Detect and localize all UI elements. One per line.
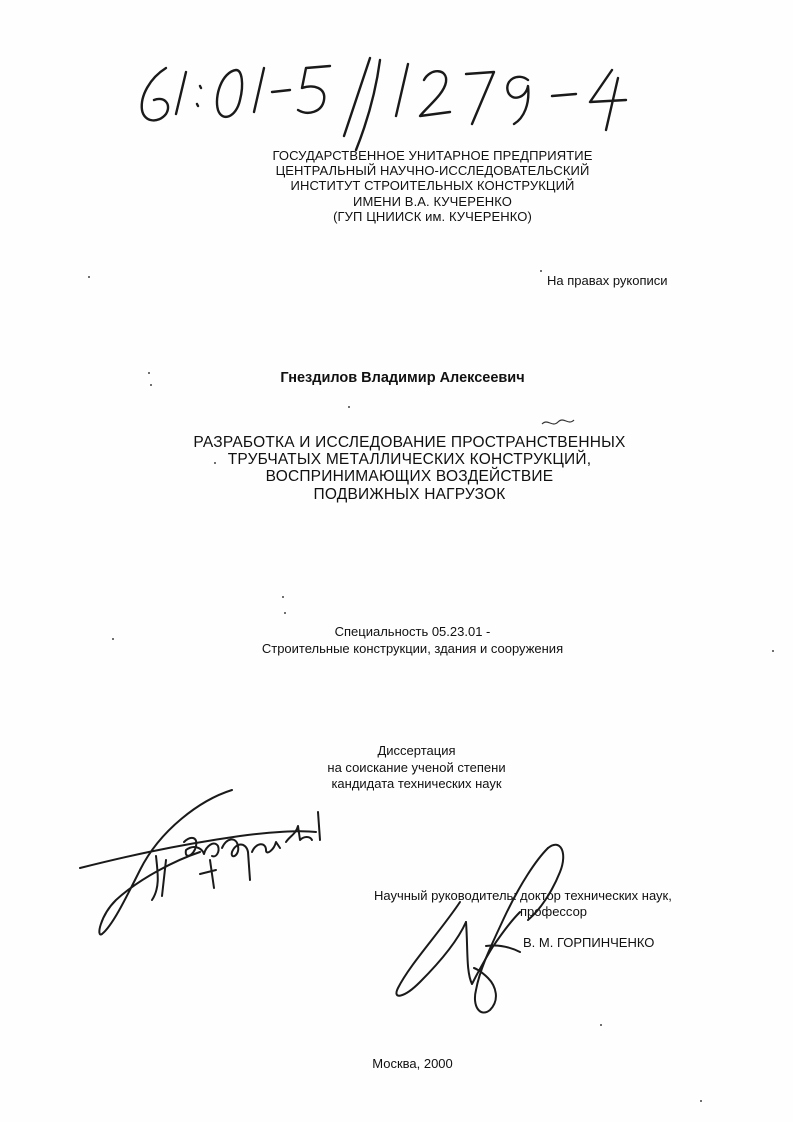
dissertation-title <box>13 434 793 503</box>
title-line: ВОСПРИНИМАЮЩИХ ВОЗДЕЙСТВИЕ <box>265 468 554 486</box>
scan-speck <box>88 276 90 278</box>
organization-line: (ГУП ЦНИИСК им. КУЧЕРЕНКО) <box>333 208 532 224</box>
organization-block <box>36 148 793 224</box>
dissertation-line: кандидата технических наук <box>331 776 502 791</box>
specialty-block <box>16 624 793 657</box>
dissertation-line: Диссертация <box>377 743 456 758</box>
organization-line: ГОСУДАРСТВЕННОЕ УНИТАРНОЕ ПРЕДПРИЯТИЕ <box>272 148 593 163</box>
advisor-name: В. М. ГОРПИНЧЕНКО <box>523 935 655 950</box>
scan-speck <box>214 462 216 464</box>
title-line: ТРУБЧАТЫХ МЕТАЛЛИЧЕСКИХ КОНСТРУКЦИЙ, <box>227 451 592 469</box>
scan-speck <box>348 406 350 408</box>
scan-speck <box>112 638 114 640</box>
dissertation-line: на соискание ученой степени <box>327 759 506 775</box>
scan-speck <box>540 270 542 272</box>
advisor-label: Научный руководитель: <box>374 888 517 903</box>
title-line: ПОДВИЖНЫХ НАГРУЗОК <box>313 485 506 503</box>
author-name: Гнездилов Владимир Алексеевич <box>280 370 525 386</box>
dissertation-block <box>20 743 793 793</box>
advisor-rank: профессор <box>520 904 588 919</box>
scan-speck <box>148 372 150 374</box>
manuscript-rights: На правах рукописи <box>547 273 668 288</box>
scan-speck <box>282 596 284 598</box>
title-line: РАЗРАБОТКА И ИССЛЕДОВАНИЕ ПРОСТРАНСТВЕННЫХ <box>193 434 626 451</box>
organization-line: ИМЕНИ В.А. КУЧЕРЕНКО <box>353 193 512 209</box>
organization-line: ИНСТИТУТ СТРОИТЕЛЬНЫХ КОНСТРУКЦИЙ <box>290 178 575 194</box>
scan-speck <box>150 384 152 386</box>
scan-speck <box>700 1100 702 1102</box>
scan-speck <box>600 1024 602 1026</box>
scan-speck <box>284 612 286 614</box>
advisor-degree: доктор технических наук, <box>520 888 672 903</box>
specialty-line: Специальность 05.23.01 - <box>334 624 491 639</box>
organization-line: ЦЕНТРАЛЬНЫЙ НАУЧНО-ИССЛЕДОВАТЕЛЬСКИЙ <box>275 163 590 179</box>
city-year: Москва, 2000 <box>372 1056 453 1071</box>
specialty-line: Строительные конструкции, здания и сооружения <box>261 640 564 656</box>
scan-speck <box>772 650 774 652</box>
